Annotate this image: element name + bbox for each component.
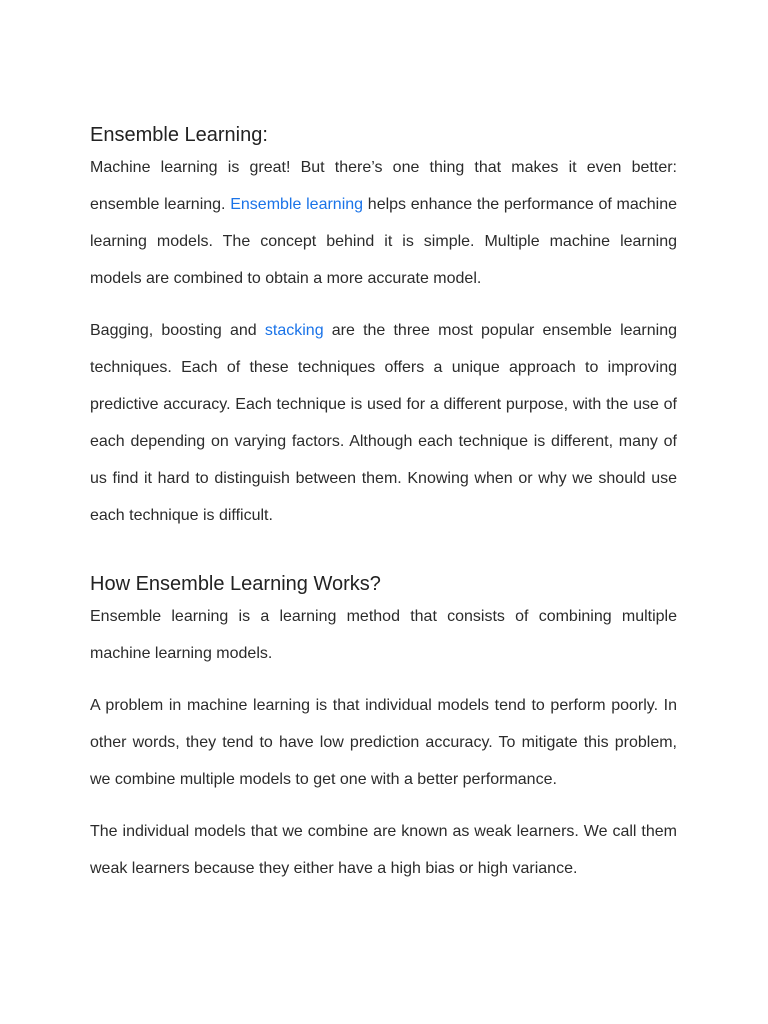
paragraph-techniques	[90, 312, 677, 534]
paragraph-techniques-text-after: are the three most popular ensemble learning techniques. Each of these techniques offers a unique approach to improving predictive accuracy. Each technique is used for a different purpose, with the use of each depending on varying factors. Although each technique is different, many of us find it hard to distinguish between them. Knowing when or why we should use each technique is difficult.	[90, 322, 678, 524]
paragraph-definition: Ensemble learning is a learning method that consists of combining multiple machine learning models.	[90, 608, 677, 662]
stacking-link[interactable]: stacking	[264, 322, 324, 339]
paragraph-intro	[90, 149, 677, 297]
section-heading-how-it-works: How Ensemble Learning Works?	[90, 573, 381, 595]
paragraph-intro-text-after: helps enhance the performance of machine learning models. The concept behind it is simple. Multiple machine learning models are combined to obtain a more accurate model.	[90, 196, 678, 287]
paragraph-techniques-text-before: Bagging, boosting and	[90, 322, 265, 339]
section-heading-ensemble-learning: Ensemble Learning:	[90, 124, 268, 146]
paragraph-intro-text-before: Machine learning is great! But there’s one thing that makes it even better: ensemble learning.	[90, 159, 677, 213]
paragraph-weak-learners: The individual models that we combine are known as weak learners. We call them weak learners because they either have a high bias or high variance.	[90, 823, 677, 877]
ensemble-learning-link[interactable]: Ensemble learning	[230, 196, 364, 213]
paragraph-problem: A problem in machine learning is that individual models tend to perform poorly. In other words, they tend to have low prediction accuracy. To mitigate this problem, we combine multiple models to get one with a better performance.	[90, 697, 677, 788]
